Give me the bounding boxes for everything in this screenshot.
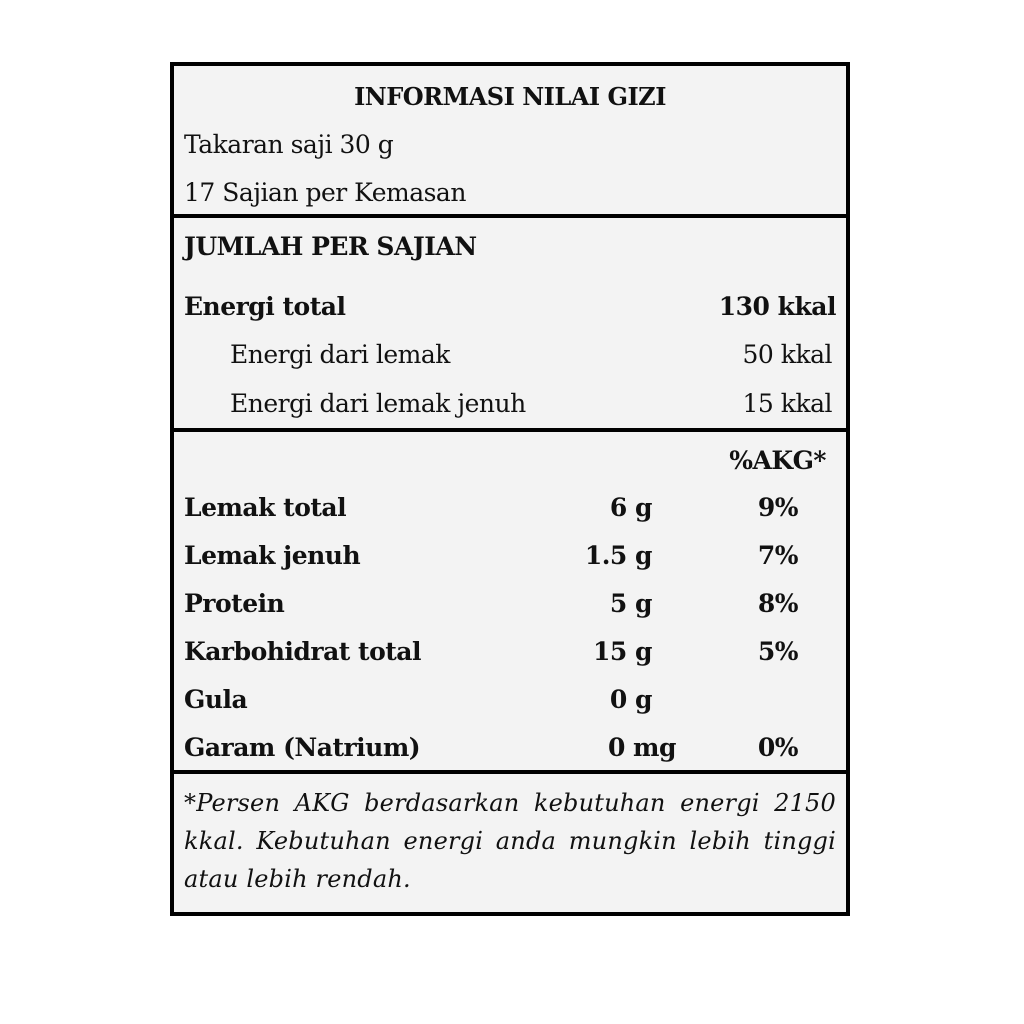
nutrient-akg: 8%: [757, 589, 798, 618]
nutrient-name: Gula: [184, 685, 248, 714]
nutrient-akg: 7%: [757, 541, 798, 570]
divider-energy: [174, 428, 846, 432]
nutrient-name: Garam (Natrium): [184, 733, 421, 762]
energy-total-label: Energi total: [184, 292, 346, 321]
divider-nutrients: [174, 770, 846, 774]
nutrient-amount: 0 mg: [607, 733, 676, 762]
nutrient-amount: 5 g: [609, 589, 652, 618]
divider-header: [174, 214, 846, 218]
nutrient-name: Lemak total: [184, 493, 347, 522]
nutrition-facts-label: [170, 62, 850, 916]
energy-section-title: JUMLAH PER SAJIAN: [184, 232, 477, 261]
energy-from-fat-value: 50 kkal: [742, 340, 832, 369]
energy-total-value: 130 kkal: [718, 292, 836, 321]
akg-header: %AKG*: [729, 446, 826, 475]
akg-footnote: *Persen AKG berdasarkan kebutuhan energi 2150 kkal. Kebutuhan energi anda mungkin lebih tinggi atau lebih rendah.: [184, 789, 836, 893]
energy-from-sat-fat-label: Energi dari lemak jenuh: [230, 389, 526, 418]
nutrient-name: Lemak jenuh: [184, 541, 361, 570]
energy-from-sat-fat-value: 15 kkal: [742, 389, 832, 418]
nutrient-name: Protein: [184, 589, 285, 618]
energy-from-fat-label: Energi dari lemak: [230, 340, 450, 369]
nutrient-akg: 9%: [757, 493, 798, 522]
serving-size: Takaran saji 30 g: [184, 130, 394, 159]
nutrient-name: Karbohidrat total: [184, 637, 421, 666]
nutrient-akg: 0%: [757, 733, 798, 762]
label-title: INFORMASI NILAI GIZI: [354, 82, 666, 111]
nutrient-amount: 6 g: [609, 493, 652, 522]
nutrient-amount: 15 g: [593, 637, 652, 666]
servings-per-pack: 17 Sajian per Kemasan: [184, 178, 466, 207]
nutrient-amount: 0 g: [609, 685, 652, 714]
nutrient-amount: 1.5 g: [584, 541, 652, 570]
nutrient-akg: 5%: [757, 637, 798, 666]
